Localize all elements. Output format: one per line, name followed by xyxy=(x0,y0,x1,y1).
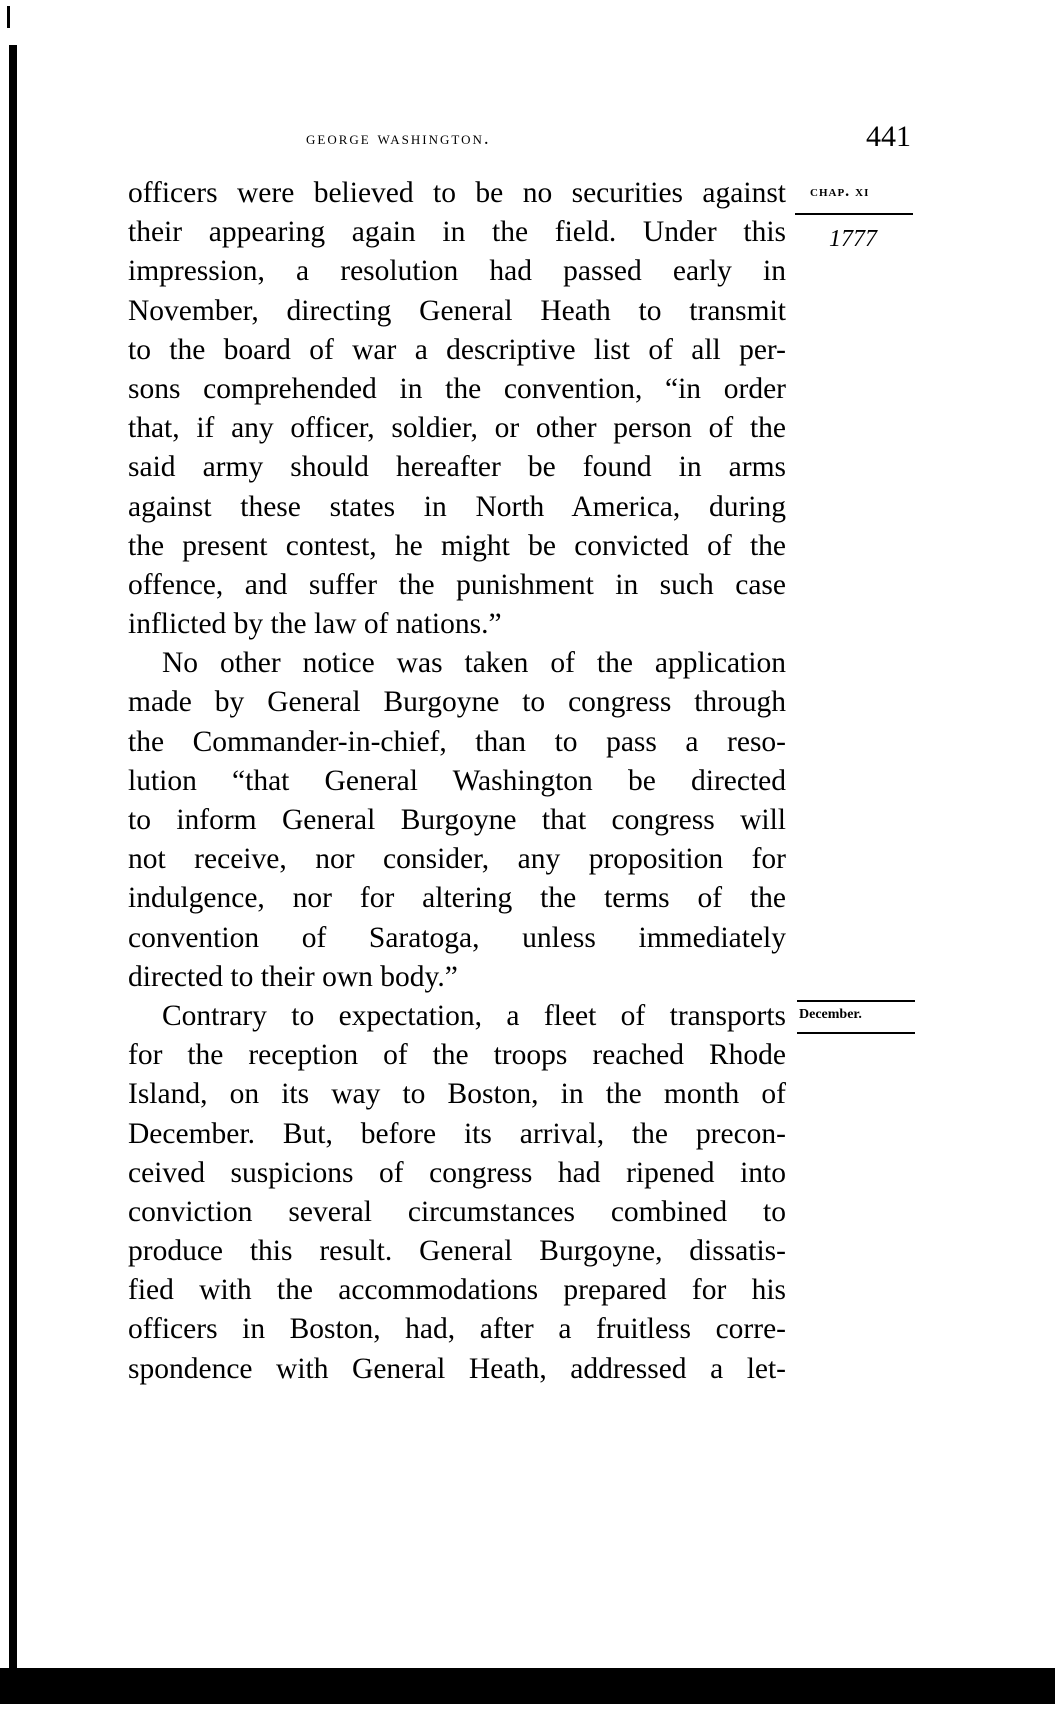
text-line: officers were believed to be no securities against xyxy=(128,177,786,209)
margin-note-month: December. xyxy=(799,1007,862,1022)
text-line: to the board of war a descriptive list of all per- xyxy=(128,333,786,366)
text-line: the present contest, he might be convicted of the xyxy=(128,529,786,562)
margin-note-year: 1777 xyxy=(829,226,877,252)
text-line: that, if any officer, soldier, or other person of the xyxy=(128,412,786,445)
book-spine-edge xyxy=(9,45,17,1675)
text-line: conviction several circumstances combined to xyxy=(128,1195,786,1228)
margin-rule xyxy=(797,1000,915,1002)
scan-edge-mark xyxy=(7,6,10,28)
text-line: impression, a resolution had passed early in xyxy=(128,255,786,288)
text-line: said army should hereafter be found in arms xyxy=(128,451,786,484)
text-line: produce this result. General Burgoyne, dissatis- xyxy=(128,1235,786,1268)
running-head: george washington. xyxy=(306,128,491,149)
text-line: Island, on its way to Boston, in the month of xyxy=(128,1078,786,1111)
text-line: made by General Burgoyne to congress through xyxy=(128,686,786,719)
text-line: ceived suspicions of congress had ripened into xyxy=(128,1156,786,1189)
text-line: not receive, nor consider, any proposition for xyxy=(128,843,786,876)
text-line: indulgence, nor for altering the terms of the xyxy=(128,882,786,915)
text-line: spondence with General Heath, addressed a let- xyxy=(128,1352,786,1385)
margin-rule xyxy=(797,1032,915,1034)
text-line: officers in Boston, had, after a fruitless corre- xyxy=(128,1313,786,1346)
paragraph-first-line: Contrary to expectation, a fleet of transports xyxy=(162,999,786,1032)
text-line: fied with the accommodations prepared for his xyxy=(128,1274,786,1307)
scan-bottom-border xyxy=(0,1668,1055,1704)
body-text xyxy=(128,174,786,1389)
text-line: to inform General Burgoyne that congress will xyxy=(128,804,786,836)
text-line: convention of Saratoga, unless immediately xyxy=(128,921,786,954)
paragraph-first-line: No other notice was taken of the application xyxy=(162,647,786,680)
text-line: December. But, before its arrival, the precon- xyxy=(128,1117,786,1150)
text-line: the Commander-in-chief, than to pass a reso- xyxy=(128,725,786,758)
text-line: for the reception of the troops reached Rhode xyxy=(128,1039,786,1072)
text-line: inflicted by the law of nations.” xyxy=(128,608,502,641)
text-line: their appearing again in the field. Under this xyxy=(128,216,786,249)
text-line: sons comprehended in the convention, “in order xyxy=(128,372,786,405)
text-line: directed to their own body.” xyxy=(128,960,458,993)
margin-rule xyxy=(795,213,913,215)
margin-note-chapter: chap. xi xyxy=(810,183,870,200)
text-line: offence, and suffer the punishment in such case xyxy=(128,568,786,601)
text-line: lution “that General Washington be directed xyxy=(128,764,786,797)
text-line: against these states in North America, during xyxy=(128,490,786,523)
page-number: 441 xyxy=(866,120,911,153)
text-line: November, directing General Heath to transmit xyxy=(128,294,786,327)
